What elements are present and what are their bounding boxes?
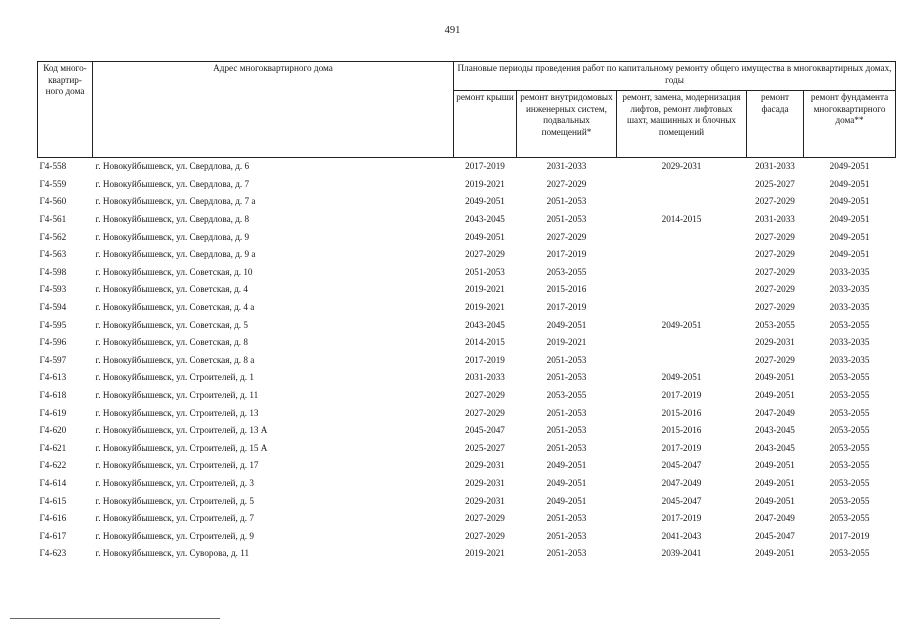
cell-house-code: Г4-620: [39, 425, 67, 436]
cell-roof-period: 2043-2045: [465, 214, 505, 225]
cell-elevator-period: 2017-2019: [661, 513, 702, 524]
cell-elevator-period: 2029-2031: [617, 158, 747, 176]
cell-house-code: Г4-596: [39, 337, 67, 348]
table-row: [38, 334, 896, 352]
cell-roof-period: 2045-2047: [465, 425, 505, 436]
cell-house-code: Г4-615: [39, 495, 67, 506]
cell-roof-period: 2029-2031: [465, 495, 505, 506]
cell-house-code: Г4-595: [39, 319, 67, 330]
cell-roof-period: 2019-2021: [465, 284, 505, 295]
cell-elevator-period: 2017-2019: [661, 390, 702, 401]
cell-foundation-period: 2053-2055: [829, 319, 870, 330]
cell-house-code: Г4-619: [39, 407, 67, 418]
cell-internal-systems-period: 2017-2019: [546, 249, 587, 260]
cell-elevator-period: 2047-2049: [661, 477, 702, 488]
table-row: [38, 387, 896, 405]
cell-facade-period: 2027-2029: [755, 231, 795, 242]
cell-internal-systems-period: 2051-2053: [546, 425, 587, 436]
header-house-address: Адрес многоквартирного дома: [93, 62, 454, 158]
cell-roof-period: 2029-2031: [465, 477, 505, 488]
cell-internal-systems-period: 2027-2029: [546, 178, 587, 189]
cell-internal-systems-period: 2051-2053: [546, 372, 587, 383]
table-row: [38, 193, 896, 211]
table-row: [38, 158, 896, 176]
cell-roof-period: 2019-2021: [465, 178, 505, 189]
cell-elevator-period: [617, 228, 747, 246]
cell-roof-period: 2027-2029: [465, 390, 505, 401]
cell-house-code: Г4-561: [39, 214, 67, 225]
cell-house-address: г. Новокуйбышевск, ул. Строителей, д. 9: [95, 530, 254, 541]
cell-internal-systems-period: 2053-2055: [546, 266, 587, 277]
cell-house-address: г. Новокуйбышевск, ул. Строителей, д. 7: [95, 513, 254, 524]
table-row: [38, 527, 896, 545]
cell-elevator-period: [617, 264, 747, 282]
page-number: 491: [444, 25, 461, 36]
cell-house-code: Г4-559: [39, 178, 67, 189]
table-row: [38, 510, 896, 528]
cell-house-code: Г4-617: [39, 530, 67, 541]
cell-house-code: Г4-562: [39, 231, 67, 242]
cell-facade-period: 2031-2033: [755, 214, 795, 225]
cell-facade-period: 2027-2029: [755, 284, 795, 295]
cell-house-code: Г4-597: [39, 354, 67, 365]
cell-elevator-period: 2015-2016: [661, 407, 702, 418]
cell-foundation-period: 2049-2051: [829, 178, 870, 189]
cell-house-address: г. Новокуйбышевск, ул. Советская, д. 4 а: [95, 302, 255, 313]
cell-facade-period: 2027-2029: [755, 249, 795, 260]
cell-facade-period: 2031-2033: [747, 158, 804, 176]
cell-foundation-period: 2053-2055: [829, 548, 870, 559]
table-row: [38, 457, 896, 475]
cell-house-address: г. Новокуйбышевск, ул. Строителей, д. 5: [95, 495, 254, 506]
header-facade-repair: ремонт фасада: [747, 91, 804, 158]
cell-house-address: г. Новокуйбышевск, ул. Советская, д. 10: [95, 266, 253, 277]
cell-facade-period: 2043-2045: [755, 442, 795, 453]
cell-internal-systems-period: 2017-2019: [546, 302, 587, 313]
cell-internal-systems-period: 2051-2053: [546, 196, 587, 207]
cell-foundation-period: 2053-2055: [829, 442, 870, 453]
cell-house-address: г. Новокуйбышевск, ул. Свердлова, д. 7 а: [95, 196, 256, 207]
table-row: [38, 352, 896, 370]
cell-facade-period: 2049-2051: [755, 390, 795, 401]
footnote-divider: [10, 618, 220, 619]
cell-roof-period: 2014-2015: [465, 337, 505, 348]
table-row: [38, 492, 896, 510]
cell-foundation-period: 2049-2051: [804, 158, 896, 176]
cell-house-address: г. Новокуйбышевск, ул. Суворова, д. 11: [95, 548, 250, 559]
cell-foundation-period: 2017-2019: [829, 530, 870, 541]
cell-roof-period: 2049-2051: [465, 231, 505, 242]
cell-roof-period: 2027-2029: [465, 249, 505, 260]
cell-elevator-period: 2049-2051: [661, 319, 702, 330]
cell-roof-period: 2051-2053: [465, 266, 505, 277]
cell-foundation-period: 2053-2055: [829, 477, 870, 488]
cell-internal-systems-period: 2051-2053: [546, 407, 587, 418]
cell-elevator-period: [617, 299, 747, 317]
cell-roof-period: 2049-2051: [465, 196, 505, 207]
cell-house-code: Г4-558: [38, 158, 93, 176]
cell-house-address: г. Новокуйбышевск, ул. Свердлова, д. 8: [95, 214, 250, 225]
table-row: [38, 176, 896, 194]
cell-elevator-period: 2039-2041: [661, 548, 702, 559]
cell-house-code: Г4-598: [39, 266, 67, 277]
cell-foundation-period: 2053-2055: [829, 407, 870, 418]
cell-house-address: г. Новокуйбышевск, ул. Советская, д. 5: [95, 319, 248, 330]
cell-internal-systems-period: 2049-2051: [546, 495, 587, 506]
cell-facade-period: 2049-2051: [755, 460, 795, 471]
cell-roof-period: 2031-2033: [465, 372, 505, 383]
cell-foundation-period: 2033-2035: [829, 337, 870, 348]
cell-roof-period: 2027-2029: [465, 513, 505, 524]
cell-foundation-period: 2053-2055: [829, 513, 870, 524]
cell-foundation-period: 2033-2035: [829, 302, 870, 313]
cell-house-code: Г4-623: [39, 548, 67, 559]
cell-house-address: г. Новокуйбышевск, ул. Советская, д. 8 а: [95, 354, 255, 365]
cell-foundation-period: 2053-2055: [829, 460, 870, 471]
cell-house-code: Г4-593: [39, 284, 67, 295]
cell-foundation-period: 2033-2035: [829, 354, 870, 365]
cell-foundation-period: 2053-2055: [829, 495, 870, 506]
cell-house-code: Г4-621: [39, 442, 67, 453]
cell-house-address: г. Новокуйбышевск, ул. Строителей, д. 11: [95, 390, 259, 401]
cell-elevator-period: [617, 281, 747, 299]
cell-roof-period: 2043-2045: [465, 319, 505, 330]
cell-facade-period: 2045-2047: [755, 530, 795, 541]
cell-internal-systems-period: 2049-2051: [546, 477, 587, 488]
cell-house-address: г. Новокуйбышевск, ул. Свердлова, д. 7: [95, 178, 250, 189]
table-row: [38, 264, 896, 282]
cell-house-code: Г4-622: [39, 460, 67, 471]
cell-roof-period: 2025-2027: [465, 442, 505, 453]
cell-facade-period: 2049-2051: [755, 477, 795, 488]
cell-foundation-period: 2053-2055: [829, 372, 870, 383]
cell-house-code: Г4-594: [39, 302, 67, 313]
cell-roof-period: 2027-2029: [465, 530, 505, 541]
cell-facade-period: 2029-2031: [755, 337, 795, 348]
table-row: [38, 422, 896, 440]
cell-internal-systems-period: 2015-2016: [546, 284, 587, 295]
cell-internal-systems-period: 2049-2051: [546, 460, 587, 471]
cell-internal-systems-period: 2019-2021: [546, 337, 587, 348]
cell-facade-period: 2025-2027: [755, 178, 795, 189]
cell-house-address: г. Новокуйбышевск, ул. Советская, д. 4: [95, 284, 248, 295]
cell-house-address: г. Новокуйбышевск, ул. Строителей, д. 15 А: [95, 442, 268, 453]
cell-elevator-period: 2049-2051: [661, 372, 702, 383]
cell-house-code: Г4-560: [39, 196, 67, 207]
cell-house-address: г. Новокуйбышевск, ул. Советская, д. 8: [95, 337, 248, 348]
cell-elevator-period: 2041-2043: [661, 530, 702, 541]
cell-internal-systems-period: 2051-2053: [546, 548, 587, 559]
cell-internal-systems-period: 2051-2053: [546, 214, 587, 225]
cell-roof-period: 2017-2019: [454, 158, 517, 176]
cell-facade-period: 2027-2029: [755, 266, 795, 277]
cell-facade-period: 2053-2055: [755, 319, 795, 330]
cell-facade-period: 2027-2029: [755, 302, 795, 313]
cell-house-address: г. Новокуйбышевск, ул. Свердлова, д. 9: [95, 231, 250, 242]
cell-house-address: г. Новокуйбышевск, ул. Строителей, д. 3: [95, 477, 254, 488]
cell-elevator-period: 2017-2019: [661, 442, 702, 453]
cell-house-code: Г4-618: [39, 390, 67, 401]
cell-internal-systems-period: 2051-2053: [546, 354, 587, 365]
cell-elevator-period: [617, 352, 747, 370]
cell-internal-systems-period: 2027-2029: [546, 231, 587, 242]
cell-internal-systems-period: 2049-2051: [546, 319, 587, 330]
header-foundation-repair: ремонт фундамента многоквартирного дома**: [804, 91, 896, 158]
cell-facade-period: 2047-2049: [755, 407, 795, 418]
cell-elevator-period: 2045-2047: [661, 495, 702, 506]
cell-facade-period: 2049-2051: [755, 372, 795, 383]
cell-foundation-period: 2049-2051: [829, 196, 870, 207]
cell-facade-period: 2049-2051: [755, 548, 795, 559]
cell-house-address: г. Новокуйбышевск, ул. Свердлова, д. 9 а: [95, 249, 256, 260]
cell-elevator-period: 2015-2016: [661, 425, 702, 436]
table-header: [38, 62, 896, 158]
table-row: [38, 440, 896, 458]
cell-house-address: г. Новокуйбышевск, ул. Строителей, д. 17: [95, 460, 259, 471]
cell-house-code: Г4-614: [39, 477, 67, 488]
cell-foundation-period: 2033-2035: [829, 284, 870, 295]
table-row: [38, 246, 896, 264]
table-row: [38, 369, 896, 387]
cell-elevator-period: [617, 176, 747, 194]
cell-roof-period: 2017-2019: [465, 354, 505, 365]
cell-elevator-period: [617, 334, 747, 352]
cell-foundation-period: 2053-2055: [829, 425, 870, 436]
cell-roof-period: 2029-2031: [465, 460, 505, 471]
table-row: [38, 281, 896, 299]
cell-foundation-period: 2053-2055: [829, 390, 870, 401]
cell-internal-systems-period: 2051-2053: [546, 442, 587, 453]
table-row: [38, 228, 896, 246]
table-row: [38, 211, 896, 229]
cell-house-address: г. Новокуйбышевск, ул. Строителей, д. 1: [95, 372, 254, 383]
cell-foundation-period: 2049-2051: [829, 249, 870, 260]
cell-foundation-period: 2033-2035: [829, 266, 870, 277]
header-planned-periods: Плановые периоды проведения работ по капитальному ремонту общего имущества в многоквартирных домах, годы: [454, 62, 896, 91]
cell-internal-systems-period: 2051-2053: [546, 513, 587, 524]
cell-house-code: Г4-616: [39, 513, 67, 524]
cell-house-code: Г4-613: [39, 372, 67, 383]
cell-elevator-period: 2014-2015: [661, 214, 702, 225]
cell-house-code: Г4-563: [39, 249, 67, 260]
cell-foundation-period: 2049-2051: [829, 231, 870, 242]
table-row: [38, 545, 896, 563]
header-roof-repair: ремонт крыши: [454, 91, 517, 158]
cell-elevator-period: 2045-2047: [661, 460, 702, 471]
cell-roof-period: 2019-2021: [465, 548, 505, 559]
table-row: [38, 316, 896, 334]
cell-foundation-period: 2049-2051: [829, 214, 870, 225]
header-internal-systems-repair: ремонт внутридомовых инженерных систем, подвальных помещений*: [517, 91, 617, 158]
cell-internal-systems-period: 2031-2033: [517, 158, 617, 176]
cell-facade-period: 2047-2049: [755, 513, 795, 524]
cell-elevator-period: [617, 193, 747, 211]
table-body: [38, 158, 896, 563]
header-elevator-repair: ремонт, замена, модернизация лифтов, ремонт лифтовых шахт, машинных и блочных помещений: [617, 91, 747, 158]
cell-facade-period: 2027-2029: [755, 354, 795, 365]
cell-roof-period: 2027-2029: [465, 407, 505, 418]
capital-repair-schedule-table: [37, 61, 896, 563]
cell-internal-systems-period: 2053-2055: [546, 390, 587, 401]
cell-house-address: г. Новокуйбышевск, ул. Свердлова, д. 6: [93, 158, 454, 176]
cell-internal-systems-period: 2051-2053: [546, 530, 587, 541]
table-row: [38, 299, 896, 317]
cell-facade-period: 2027-2029: [755, 196, 795, 207]
cell-roof-period: 2019-2021: [465, 302, 505, 313]
cell-elevator-period: [617, 246, 747, 264]
cell-house-address: г. Новокуйбышевск, ул. Строителей, д. 13 А: [95, 425, 268, 436]
cell-facade-period: 2049-2051: [755, 495, 795, 506]
cell-facade-period: 2043-2045: [755, 425, 795, 436]
cell-house-address: г. Новокуйбышевск, ул. Строителей, д. 13: [95, 407, 259, 418]
table-row: [38, 475, 896, 493]
table-row: [38, 404, 896, 422]
header-house-code: Код много-квартир-ного дома: [38, 62, 93, 158]
